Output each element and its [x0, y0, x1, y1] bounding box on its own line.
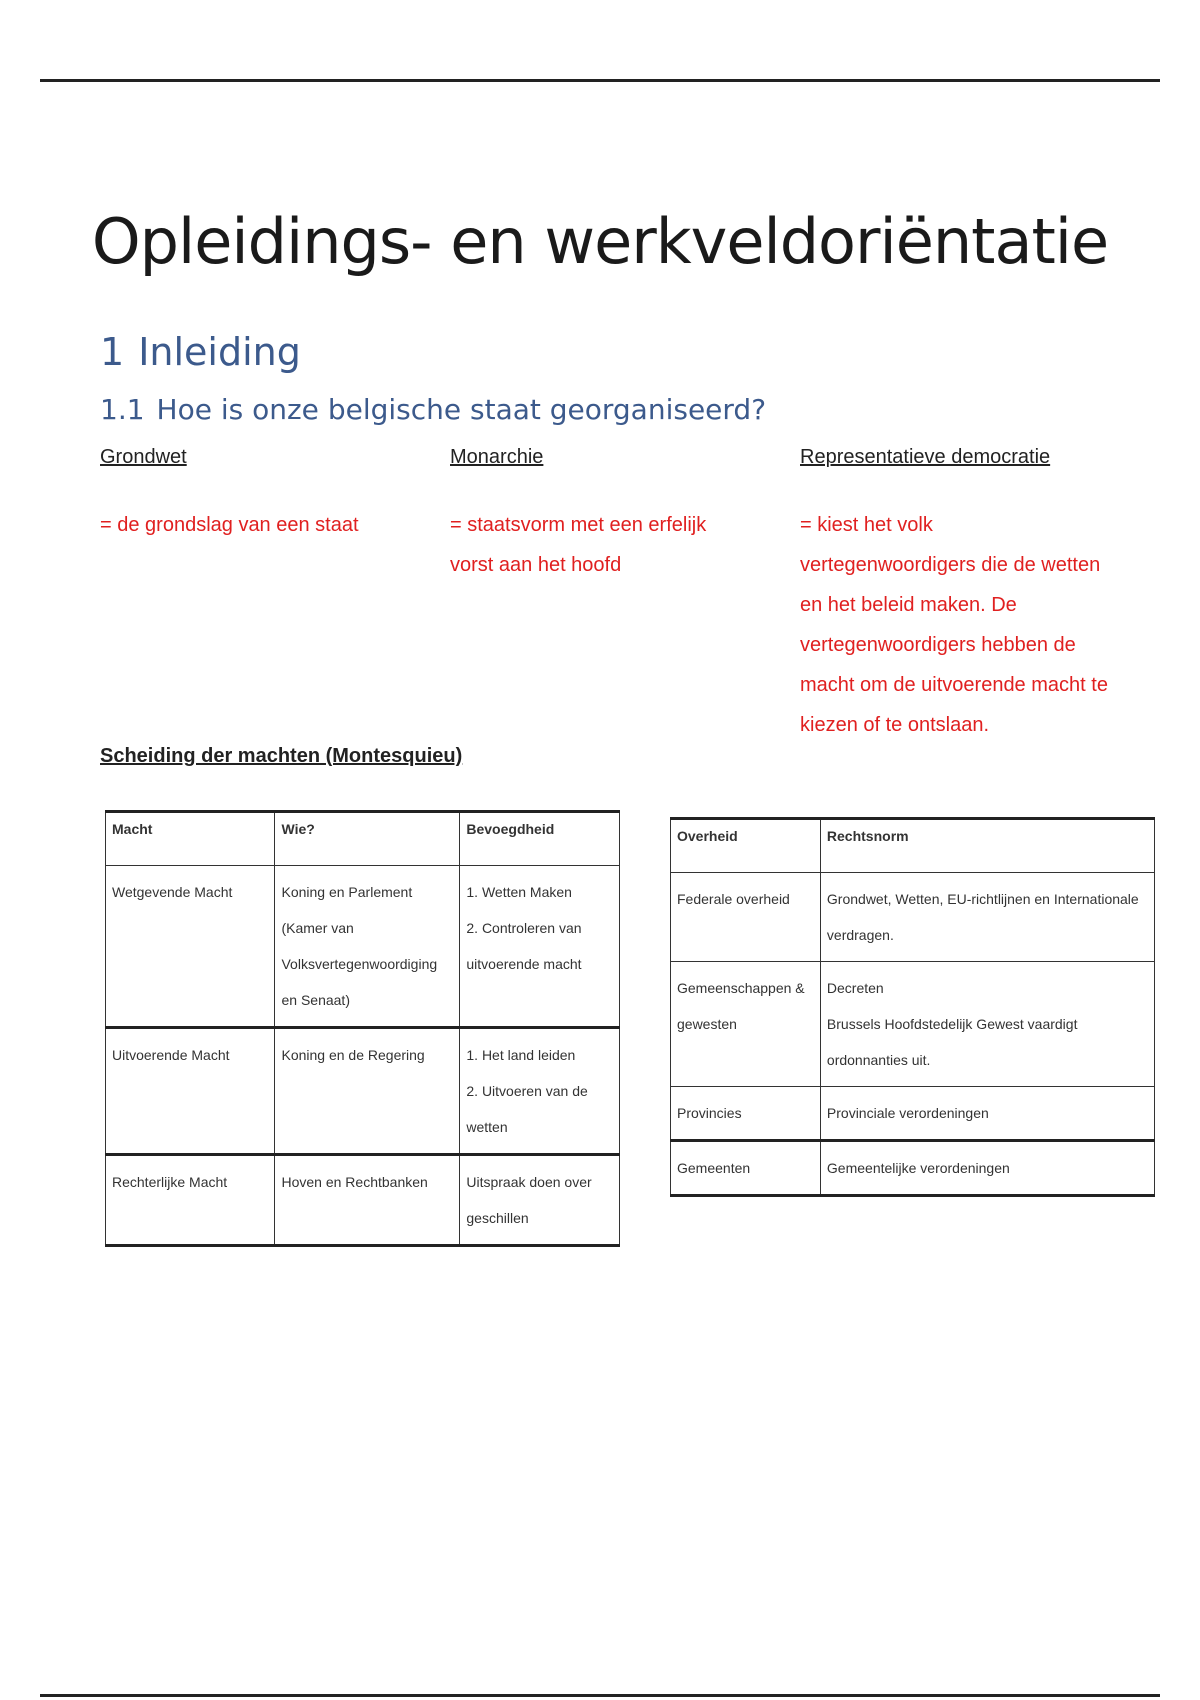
- table-row: [671, 1087, 1155, 1141]
- table-cell: Rechterlijke Macht: [106, 1155, 275, 1246]
- table-cell: Federale overheid: [671, 873, 821, 962]
- table-row: [106, 866, 620, 1028]
- definition-monarchie: = staatsvorm met een erfelijk vorst aan het hoofd: [450, 514, 707, 576]
- column-header: Bevoegdheid: [460, 812, 620, 866]
- document-title: Opleidings- en werkveldoriëntatie: [91, 205, 1109, 278]
- table-cell: Wetgevende Macht: [106, 866, 275, 1028]
- cell-line: Uitspraak doen over geschillen: [466, 1174, 592, 1226]
- table-cell: [460, 1155, 620, 1246]
- heading-1-1: [100, 393, 766, 426]
- table-cell: [820, 1141, 1154, 1196]
- heading-1-1-number: 1.1: [100, 393, 145, 426]
- heading-1: [100, 330, 301, 374]
- heading-1-number: 1: [100, 330, 125, 374]
- bottom-rule: [40, 1694, 1160, 1697]
- top-rule: [40, 79, 1160, 82]
- definition-grondwet: = de grondslag van een staat: [100, 514, 359, 536]
- term-grondwet: Grondwet: [100, 446, 187, 468]
- heading-1-text: Inleiding: [138, 330, 301, 374]
- column-header: Overheid: [671, 819, 821, 873]
- table-cell: [460, 866, 620, 1028]
- table-header-row: [106, 812, 620, 866]
- cell-line: Decreten: [826, 980, 884, 996]
- table-row: [671, 962, 1155, 1087]
- cell-line: 1. Het land leiden: [466, 1047, 576, 1063]
- table-cell: Gemeenschappen & gewesten: [671, 962, 821, 1087]
- cell-line: 1. Wetten Maken: [466, 884, 572, 900]
- definition-representatieve-democratie: = kiest het volk vertegenwoordigers die de wetten en het beleid maken. De vertegenwoordigers hebben de macht om de uitvoerende macht te kiezen of te ontslaan.: [800, 514, 1108, 736]
- table-cell: Koning en de Regering: [275, 1028, 460, 1155]
- table-cell: Uitvoerende Macht: [106, 1028, 275, 1155]
- cell-line: 2. Controleren van uitvoerende macht: [466, 920, 582, 972]
- powers-table: [105, 810, 620, 1247]
- column-header: Wie?: [275, 812, 460, 866]
- table-row: [671, 873, 1155, 962]
- cell-line: Brussels Hoofdstedelijk Gewest vaardigt ordonnanties uit.: [826, 1016, 1078, 1068]
- table-cell: Koning en Parlement (Kamer van Volksvertegenwoordiging en Senaat): [275, 866, 460, 1028]
- table-row: [671, 1141, 1155, 1196]
- term-monarchie: Monarchie: [450, 446, 544, 468]
- table-cell: Provincies: [671, 1087, 821, 1141]
- term-representatieve-democratie: Representatieve democratie: [800, 446, 1051, 468]
- column-header: Macht: [106, 812, 275, 866]
- table-cell: Hoven en Rechtbanken: [275, 1155, 460, 1246]
- table-row: [106, 1028, 620, 1155]
- legal-norms-table: [670, 817, 1155, 1197]
- heading-1-1-text: Hoe is onze belgische staat georganiseerd?: [156, 393, 767, 426]
- cell-line: Gemeentelijke verordeningen: [826, 1160, 1010, 1176]
- separation-of-powers-heading: Scheiding der machten (Montesquieu): [100, 745, 463, 767]
- cell-line: Grondwet, Wetten, EU-richtlijnen en Internationale verdragen.: [826, 891, 1139, 943]
- table-cell: [820, 873, 1154, 962]
- column-header: Rechtsnorm: [820, 819, 1154, 873]
- table-header-row: [671, 819, 1155, 873]
- table-cell: Gemeenten: [671, 1141, 821, 1196]
- table-cell: [460, 1028, 620, 1155]
- cell-line: Provinciale verordeningen: [826, 1105, 989, 1121]
- table-row: [106, 1155, 620, 1246]
- cell-line: 2. Uitvoeren van de wetten: [466, 1083, 588, 1135]
- table-cell: [820, 1087, 1154, 1141]
- table-cell: [820, 962, 1154, 1087]
